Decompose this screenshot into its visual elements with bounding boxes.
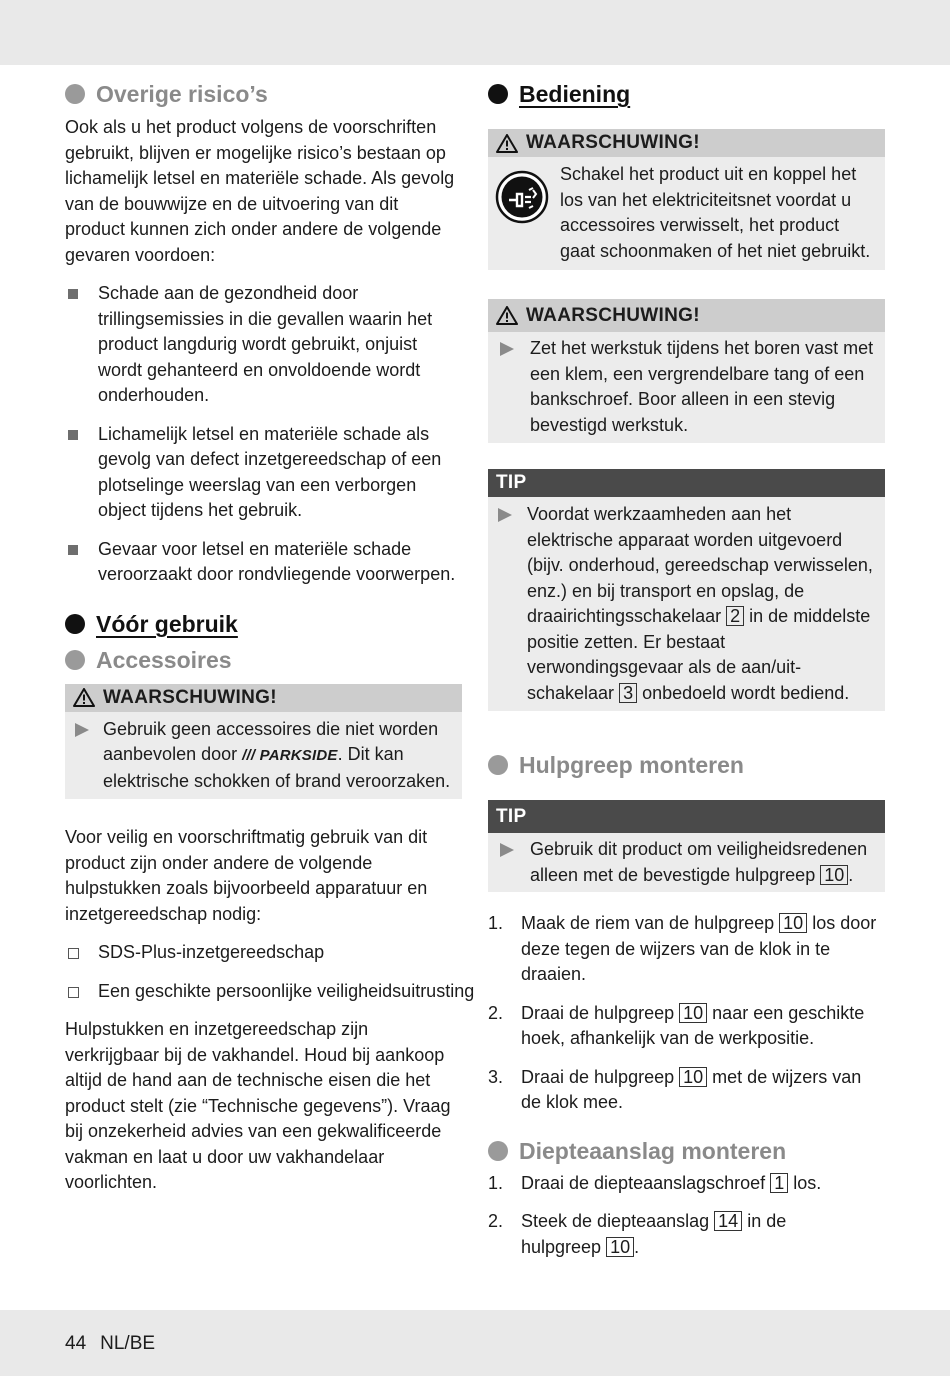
bullet-dot-icon [488, 755, 508, 775]
list-item [65, 537, 462, 588]
step-item [488, 1209, 885, 1260]
reference-number: 2 [726, 606, 744, 626]
reference-number: 3 [619, 683, 637, 703]
step-item [488, 911, 885, 988]
tip-header [488, 469, 885, 497]
bullet-dot-icon [65, 650, 85, 670]
parkside-logo: /// PARKSIDE [242, 747, 338, 764]
arrow-right-icon [73, 717, 103, 795]
bullet-dot-icon [65, 614, 85, 634]
arrow-right-icon [498, 837, 530, 888]
heading-text: Diepteaanslag monteren [519, 1137, 787, 1164]
step-item [488, 1001, 885, 1052]
accessories-final-paragraph: Hulpstukken en inzetgereedschap zijn verkrijgbaar bij de vakhandel. Houd bij aankoop altijd de hand aan de technische eisen die het product stelt (zie “Technische gegevens”). Vraag bij onzekerheid advies van een gekwalificeerde vakman en laat u door uw vakhandelaar voorlichten. [65, 1019, 451, 1192]
list-item [65, 281, 462, 409]
step-number: 2. [488, 1002, 504, 1023]
list-item-text: Lichamelijk letsel en materiële schade als gevolg van defect inzetgereedschap of een plotselinge weerslag van een verborgen object tijdens het gebruik. [98, 423, 442, 520]
heading-text: Vóór gebruik [96, 610, 238, 637]
warning-box [488, 299, 885, 443]
heading-text: Accessoires [96, 646, 232, 673]
reference-number: 10 [679, 1067, 707, 1087]
bullet-dot-icon [488, 84, 508, 104]
list-item [65, 979, 475, 1005]
step-text: Draai de hulpgreep 10 naar een geschikte hoek, afhankelijk van de werkpositie. [521, 1002, 865, 1048]
warning-body [488, 332, 885, 443]
checkbox-bullet-icon [65, 979, 98, 1005]
right-column [488, 78, 885, 1260]
list-item-text: Gevaar voor letsel en materiële schade veroorzaakt door rondvliegende voorwerpen. [98, 538, 456, 584]
step-text: Draai de hulpgreep 10 met de wijzers van de klok mee. [521, 1066, 862, 1112]
tip-box [488, 800, 885, 892]
footer [65, 1333, 169, 1355]
tip-text: Voordat werkzaamheden aan het elektrische apparaat worden uitgevoerd (bijv. onderhoud, gereedschap verwisselen, enz.) en bij transport en opslag, de draairichtingsschakelaar 2 in de middelste positie zetten. Er bestaat verwondingsgevaar als de aan/uit-schakelaar 3 onbedoeld wordt bediend. [527, 504, 873, 703]
reference-number: 10 [779, 913, 807, 933]
reference-number: 10 [679, 1003, 707, 1023]
step-item [488, 1065, 885, 1116]
section-heading-operation [488, 78, 885, 110]
warning-body [65, 712, 462, 800]
tip-text: Gebruik dit product om veiligheidsredenen alleen met de bevestigde hulpgreep 10 . [530, 839, 868, 885]
warning-text: Gebruik geen accessoires die niet worden aanbevolen door /// PARKSIDE. Dit kan elektrische schokken of brand veroorzaken. [103, 718, 451, 791]
step-text: Steek de diepteaanslag 14 in de hulpgreep 10 . [521, 1211, 787, 1257]
section-heading-depth-stop [488, 1135, 885, 1167]
arrow-right-icon [498, 336, 530, 438]
language-code: NL/BE [100, 1333, 156, 1354]
section-heading-before-use [65, 608, 462, 640]
left-column [65, 78, 475, 1196]
step-number: 1. [488, 1172, 504, 1193]
unplug-icon [495, 162, 560, 264]
reference-number: 14 [714, 1211, 742, 1231]
bullet-dot-icon [65, 84, 85, 104]
list-item-text: Schade aan de gezondheid door trillingsemissies in die gevallen waarin het product langdurig wordt gebruikt, onjuist wordt gehanteerd en onvoldoende wordt onderhouden. [98, 283, 433, 405]
list-item [65, 940, 462, 966]
tip-title: TIP [496, 472, 527, 493]
section-heading-handle [488, 749, 885, 781]
step-text: Maak de riem van de hulpgreep 10 los door deze tegen de wijzers van de klok in te draaien. [521, 913, 877, 984]
step-item [488, 1171, 885, 1197]
warning-triangle-icon [496, 134, 518, 153]
warning-text: Zet het werkstuk tijdens het boren vast met een klem, een vergrendelbare tang of een bankschroef. Boor alleen in een stevig bevestigd werkstuk. [530, 338, 874, 435]
risks-intro: Ook als u het product volgens de voorschriften gebruikt, blijven er mogelijke risico’s bestaan op lichamelijk letsel en materiële schade. Als gevolg van de bouwwijze en de uitvoering van dit product kunnen zich onder andere de volgende gevaren voordoen: [65, 117, 455, 265]
heading-text: Hulpgreep monteren [519, 752, 744, 778]
warning-header [488, 129, 885, 157]
step-text: Draai de diepteaanslagschroef 1 los. [521, 1172, 822, 1193]
warning-triangle-icon [496, 306, 518, 325]
warning-title: WAARSCHUWING! [526, 132, 700, 153]
accessories-paragraph: Voor veilig en voorschriftmatig gebruik van dit product zijn onder andere de volgende hulpstukken zoals bijvoorbeeld apparatuur en inzetgereedschap nodig: [65, 827, 428, 924]
heading-text: Bediening [519, 81, 631, 107]
tip-body [488, 497, 885, 711]
warning-title: WAARSCHUWING! [103, 686, 277, 708]
warning-triangle-icon [73, 688, 95, 707]
warning-box [488, 129, 885, 270]
step-number: 3. [488, 1066, 504, 1087]
page-number: 44 [65, 1333, 87, 1354]
warning-title: WAARSCHUWING! [526, 305, 700, 326]
list-item-text: Een geschikte persoonlijke veiligheidsuitrusting [98, 980, 475, 1001]
section-heading-risks [65, 78, 462, 110]
checkbox-bullet-icon [65, 940, 98, 966]
arrow-right-icon [496, 502, 527, 706]
square-bullet-icon [65, 281, 98, 409]
warning-text: Schakel het product uit en koppel het los van het elektriciteitsnet voordat u accessoires verwisselt, het product gaat schoonmaken of het niet gebruikt. [560, 164, 871, 261]
bullet-dot-icon [488, 1141, 508, 1161]
list-item-text: SDS-Plus-inzetgereedschap [98, 942, 325, 962]
warning-header [488, 299, 885, 332]
tip-body [488, 833, 885, 892]
header-band [0, 0, 950, 65]
section-heading-accessories [65, 644, 462, 676]
step-number: 2. [488, 1211, 504, 1231]
tip-box [488, 469, 885, 711]
tip-header [488, 800, 885, 833]
reference-number: 10 [820, 865, 848, 885]
step-number: 1. [488, 913, 504, 933]
square-bullet-icon [65, 422, 98, 524]
warning-header [65, 684, 462, 712]
heading-text: Overige risico’s [96, 81, 268, 107]
list-item [65, 422, 462, 524]
reference-number: 1 [770, 1173, 788, 1193]
tip-title: TIP [496, 806, 527, 827]
square-bullet-icon [65, 537, 98, 588]
reference-number: 10 [606, 1237, 634, 1257]
warning-body [488, 157, 885, 270]
warning-box [65, 684, 462, 800]
